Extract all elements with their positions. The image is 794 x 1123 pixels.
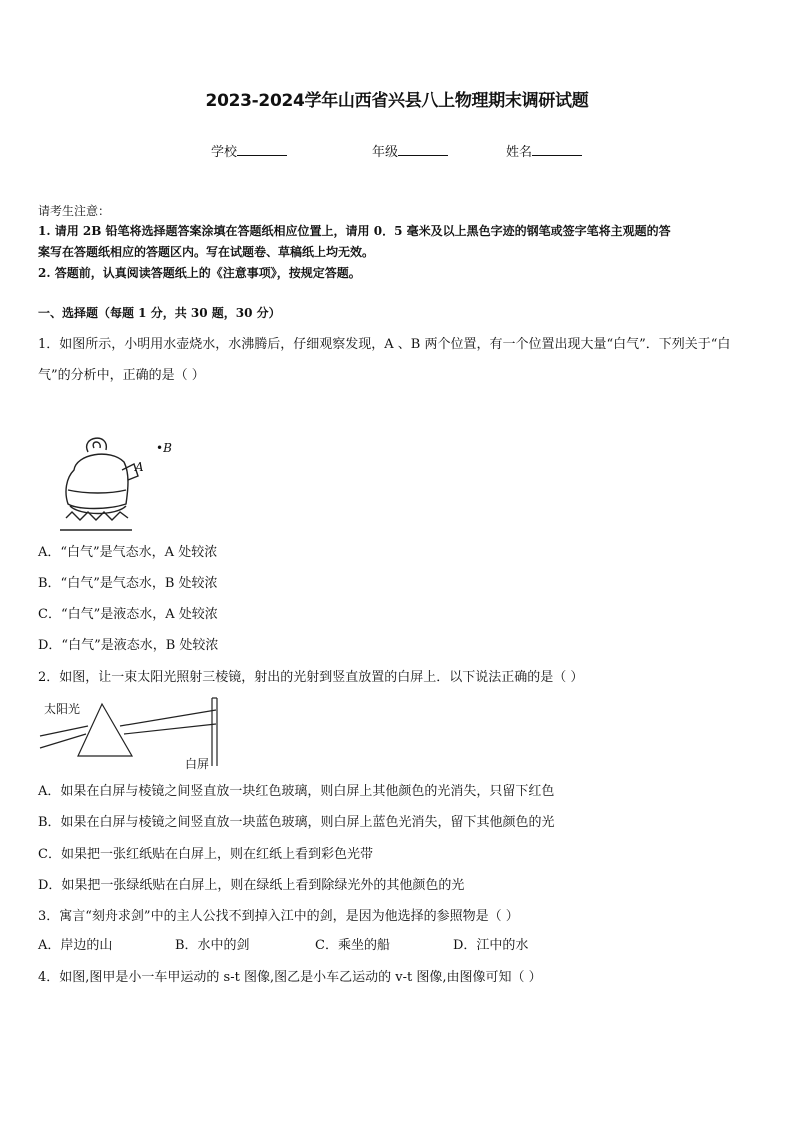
q1-stem-line1: 1．如图所示，小明用水壶烧水，水沸腾后，仔细观察发现，A 、B 两个位置，有一个位置出现大量“白气”．下列关于“白 bbox=[38, 337, 731, 352]
q1-option-d[interactable]: D．“白气”是液态水，B 处较浓 bbox=[38, 638, 219, 653]
prism-label-screen: 白屏 bbox=[185, 757, 210, 771]
q3-option-c[interactable]: C．乘坐的船 bbox=[315, 938, 390, 953]
notice-heading: 请考生注意： bbox=[38, 204, 111, 218]
prism-label-sunlight: 太阳光 bbox=[44, 702, 81, 716]
notice-item2: 2. 答题前，认真阅读答题纸上的《注意事项》，按规定答题。 bbox=[38, 266, 361, 280]
name-field bbox=[506, 141, 582, 160]
q2-option-c[interactable]: C．如果把一张红纸贴在白屏上，则在红纸上看到彩色光带 bbox=[38, 847, 373, 862]
school-blank[interactable] bbox=[237, 143, 287, 156]
page-title: 2023-2024学年山西省兴县八上物理期末调研试题 bbox=[205, 91, 589, 111]
q3-option-b[interactable]: B．水中的剑 bbox=[175, 938, 250, 953]
grade-label: 年级 bbox=[372, 145, 399, 160]
q1-stem-line2: 气”的分析中，正确的是（ ） bbox=[38, 368, 205, 383]
section1-heading: 一、选择题（每题 1 分，共 30 题，30 分） bbox=[38, 306, 281, 320]
school-field bbox=[211, 141, 287, 160]
q3-option-d[interactable]: D．江中的水 bbox=[453, 938, 529, 953]
notice-item1-line2: 案写在答题纸相应的答题区内。写在试题卷、草稿纸上均无效。 bbox=[38, 245, 375, 259]
q1-option-b[interactable]: B．“白气”是气态水，B 处较浓 bbox=[38, 576, 218, 591]
name-label: 姓名 bbox=[506, 145, 533, 160]
q3-option-a[interactable]: A．岸边的山 bbox=[38, 938, 113, 953]
q1-option-c[interactable]: C．“白气”是液态水，A 处较浓 bbox=[38, 607, 218, 622]
q1-option-a[interactable]: A．“白气”是气态水，A 处较浓 bbox=[38, 545, 218, 560]
grade-blank[interactable] bbox=[398, 143, 448, 156]
kettle-label-a: A bbox=[135, 460, 144, 474]
q2-option-b[interactable]: B．如果在白屏与棱镜之间竖直放一块蓝色玻璃，则白屏上蓝色光消失，留下其他颜色的光 bbox=[38, 815, 555, 830]
q4-stem: 4．如图,图甲是小一车甲运动的 s-t 图像,图乙是小车乙运动的 v-t 图像,由图像可知（ ） bbox=[38, 970, 542, 985]
kettle-label-b: •B bbox=[156, 441, 172, 455]
grade-field bbox=[372, 141, 448, 160]
name-blank[interactable] bbox=[532, 143, 582, 156]
q3-options bbox=[38, 934, 528, 953]
q2-option-a[interactable]: A．如果在白屏与棱镜之间竖直放一块红色玻璃，则白屏上其他颜色的光消失，只留下红色 bbox=[38, 784, 555, 799]
school-label: 学校 bbox=[211, 145, 238, 160]
q2-option-d[interactable]: D．如果把一张绿纸贴在白屏上，则在绿纸上看到除绿光外的其他颜色的光 bbox=[38, 878, 465, 893]
q2-stem: 2．如图，让一束太阳光照射三棱镜，射出的光射到竖直放置的白屏上．以下说法正确的是（ ） bbox=[38, 670, 584, 685]
notice-item1-line1: 1. 请用 2B 铅笔将选择题答案涂填在答题纸相应位置上，请用 0．5 毫米及以上黑色字迹的钢笔或签字笔将主观题的答 bbox=[38, 224, 671, 238]
q3-stem: 3．寓言“刻舟求剑”中的主人公找不到掉入江中的剑，是因为他选择的参照物是（ ） bbox=[38, 909, 519, 924]
